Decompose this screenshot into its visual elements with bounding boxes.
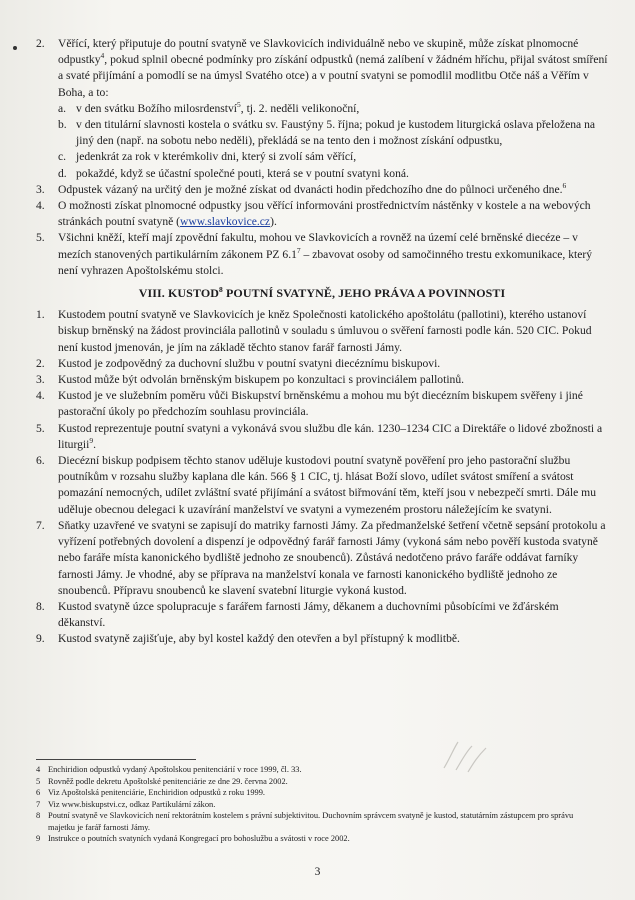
item-number: 1. [36,308,45,322]
footnote [36,810,596,833]
subitem-letter: d. [58,166,67,180]
sublist-item [58,149,608,165]
item-number: 9. [36,632,45,646]
item-text: Kustod je zodpovědný za duchovní službu v poutní svatyni diecéznímu biskupovi. [58,356,441,370]
footnote-number: 4 [36,765,41,774]
footnote [36,764,596,776]
footnote [36,776,596,788]
sublist [58,101,608,182]
item-number: 5. [36,421,45,435]
list-item [36,230,608,279]
item-number: 2. [36,37,45,50]
footnotes [36,764,596,845]
item-text: Kustod může být odvolán brněnským biskupem po konzultaci s provinciálem pallotinů. [58,373,465,387]
item-text: Kustod svatyně úzce spolupracuje s farářem farnosti Jámy, děkanem a duchovními působícími ve žďárském děkanství. [58,599,559,630]
list-item [36,518,608,599]
footnote [36,833,596,845]
subitem-text: jedenkrát za rok v kterémkoliv dni, který si zvolí sám věřící, [76,150,357,164]
subitem-letter: a. [58,101,67,115]
subitem-text: pokaždé, když se účastní společné pouti, která se v poutní svatyni koná. [76,166,409,180]
list-item [36,599,608,631]
footnote-ref: 7 [296,245,301,255]
item-text: Kustod svatyně zajišťuje, aby byl kostel každý den otevřen a byl přístupný k modlitbě. [58,632,460,646]
main-text [36,36,608,648]
item-number: 3. [36,182,45,196]
heading-text: POUTNÍ SVATYNĚ, JEHO PRÁVA A POVINNOSTI [222,286,506,301]
item-text: O možnosti získat plnomocné odpustky jsou věřící informováni prostřednictvím nástěnky v kostele a na webových stránkách poutní svatyně ( [58,199,591,229]
footnote [36,799,596,811]
footnote-text: Enchiridion odpustků vydaný Apoštolskou penitenciárií v roce 1999, čl. 33. [48,765,302,774]
item-number: 5. [36,231,45,245]
list-item [36,388,608,420]
subitem-text: , tj. 2. neděli velikonoční, [240,101,360,115]
item-number: 2. [36,356,45,370]
footnote-number: 9 [36,834,41,843]
footnote-number: 6 [36,788,41,797]
footnote-separator [36,759,196,760]
item-number: 8. [36,599,45,613]
item-number: 6. [36,454,45,468]
list-item [36,182,608,198]
list-item [36,356,608,372]
list-item [36,453,608,518]
item-text: . [93,437,97,451]
footnote-text: Viz www.biskupstvi.cz, odkaz Partikulární zákon. [48,799,216,809]
footnote-number: 8 [36,811,41,820]
item-text: , pokud splnil obecné podmínky pro získání odpustků (nemá zalíbení v žádném hříchu, přijal svátost smíření a svaté přijímání a pomodlí se na úmysl Svatého otce) a v poutní svatyni se pomodlil modlitbu Otče náš a Věřím v Boha, a to: [58,53,608,99]
section-heading [36,285,608,301]
footnote-number: 7 [36,799,41,809]
item-text: Všichni kněží, kteří mají zpovědní fakultu, mohou ve Slavkovicích a rovněž na území celé brněnské diecéze – v mezích stanovených partikulárním zákonem PZ 6.1 [58,231,578,261]
item-text: Kustod reprezentuje poutní svatyni a vykonává svou službu dle kán. 1230–1234 CIC a Direktáře o lidové zbožnosti a liturgii [58,421,603,451]
item-text: Věřící, který připutuje do poutní svatyně ve Slavkovicích individuálně nebo ve skupině, může získat plnomocné odpustky [58,37,579,67]
footnote-ref: 5 [237,99,241,109]
footnote-text: Rovněž podle dekretu Apoštolské penitenciárie ze dne 29. června 2002. [48,776,288,786]
website-link[interactable]: www.slavkovice.cz [180,215,271,229]
list-item [36,307,608,356]
page-number: 3 [314,866,321,878]
item-text: Diecézní biskup podpisem těchto stanov uděluje kustodovi poutní svatyně pověření pro jeho pastorační službu poutníkům v rozsahu služby kaplana dle kán. 566 § 1 CIC, tj. hlásat Boží slovo, udílet svátost smíření a svátost pomazání nemocných, udílet zvláštní svaté přijímání a svátost biřmování těm, kteří jsou v nebezpečí smrti. Dále mu uděluje obecnou delegaci k uzavírání manželství ve svatyni a vymezeném prostoru náležejícím ke svatyni. [58,454,596,516]
margin-dot [13,46,17,50]
list-item [36,372,608,388]
item-number: 3. [36,373,45,387]
subitem-text: v den svátku Božího milosrdenství [76,101,238,115]
sublist-item [58,166,608,182]
list-item [36,36,608,182]
item-text: Kustod je ve služebním poměru vůči Biskupství brněnskému a mohou mu být diecézním biskupem svěřeny i jiné pastorační úkoly po předchozím souhlasu provinciála. [58,389,583,419]
item-number: 4. [36,389,45,403]
item-number: 4. [36,199,45,213]
subitem-text: v den titulární slavnosti kostela o svátku sv. Faustýny 5. října; pokud je kustodem liturgická oslava přeložena na jiný den (např. na sobotu nebo neděli), překládá se na tento den i možnost získání odpustku, [76,118,596,148]
item-text: Sňatky uzavřené ve svatyni se zapisují do matriky farnosti Jámy. Za předmanželské šetření včetně sepsání protokolu a vyřízení potřebných dovolení a dispenzí je odpovědný farář farnosti Jámy (vykoná sám nebo pověří kustoda svatyně nebo faráře místa kanonického bydliště jednoho ze snoubenců). Zůstává nedotčeno právo faráře oddávat farníky farnosti Jámy. Je vhodné, aby se příprava na manželství konala ve farnosti kanonického bydliště jednoho ze snoubenců. Přípravu snoubenců ke slavení svatební liturgie vykoná kustod. [58,518,606,597]
footnote-number: 5 [36,776,41,786]
footnote-ref: 8 [219,285,223,295]
item-text: Odpustek vázaný na určitý den je možné získat od dvanácti hodin předchozího dne do půlnoci určeného dne. [58,182,563,196]
list-item [36,421,608,453]
section7-list [36,36,608,279]
heading-text: VIII. KUSTOD [138,286,220,301]
footnote-ref: 6 [562,180,567,190]
sublist-item [58,101,608,117]
item-text: – zbavovat osoby od samočinného trestu exkomunikace, který není vyhrazen Apoštolskému stolci. [58,247,593,277]
subitem-letter: b. [58,118,67,132]
footnote-text: Poutní svatyně ve Slavkovicích není rektorátním kostelem s právní subjektivitou. Duchovním správcem svatyně je kustod, statutárním zástupcem pro správu majetku je farář farnosti Jámy. [48,811,574,832]
section8-list [36,307,608,647]
list-item [36,631,608,647]
footnote [36,787,596,799]
footnote-text: Viz Apoštolská penitenciárie, Enchiridion odpustků z roku 1999. [48,788,265,797]
item-text: ). [270,215,277,229]
footnote-text: Instrukce o poutních svatyních vydaná Kongregací pro bohoslužbu a svátosti v roce 2002. [48,834,350,843]
item-number: 7. [36,518,45,532]
item-text: Kustodem poutní svatyně ve Slavkovicích je kněz Společnosti katolického apoštolátu (pallotini), kterého ustanoví biskup brněnský na žádost provinciála pallotinů v souladu s úmluvou o svěření farnosti podle kán. 520 CIC. Pokud není kustod jmenován, je jím na základě těchto stanov farář farnosti Jámy. [58,308,592,354]
sublist-item [58,117,608,149]
footnote-ref: 4 [100,51,105,61]
subitem-letter: c. [58,150,67,164]
list-item [36,198,608,230]
footnote-ref: 9 [89,436,94,446]
